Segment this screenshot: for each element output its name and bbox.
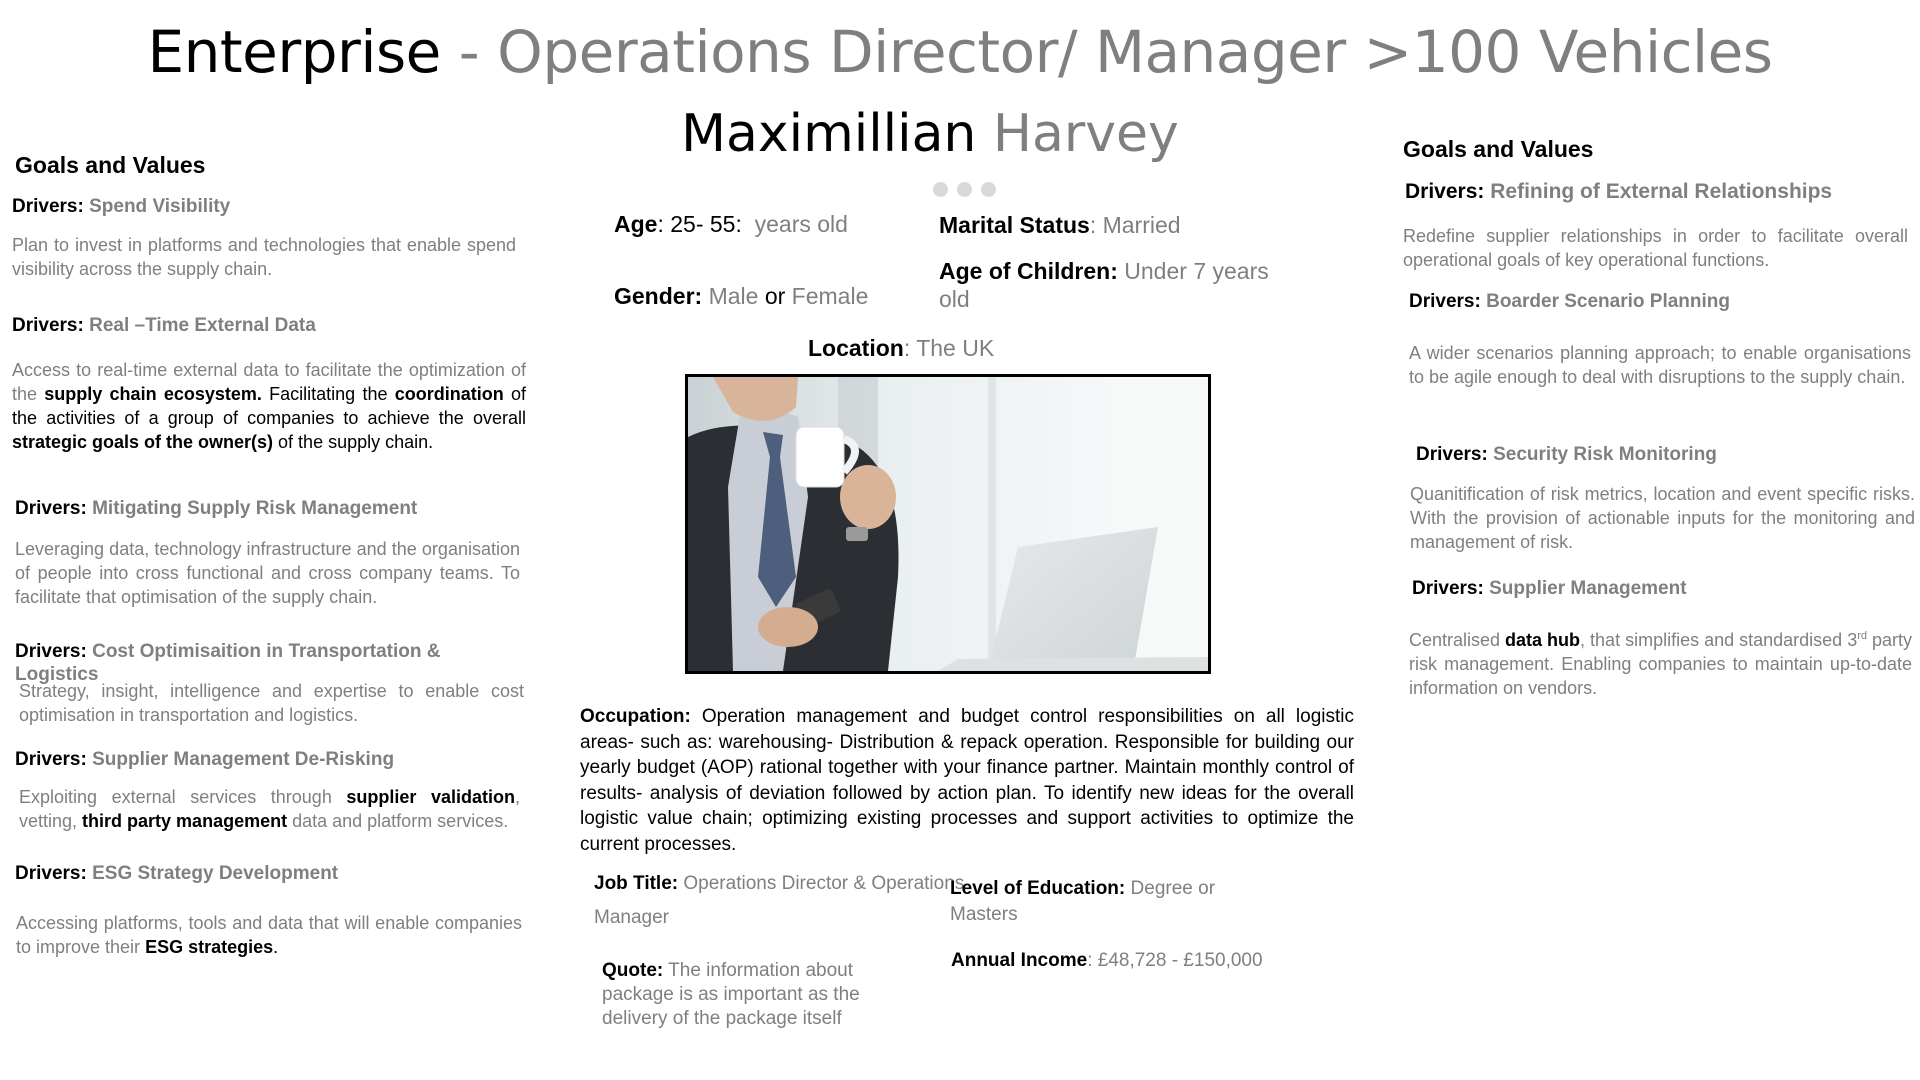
desc-text: Centralised [1409, 630, 1506, 650]
desc-text: , vetting, [19, 787, 520, 831]
businessman-photo [685, 374, 1211, 674]
gender-field [614, 283, 868, 310]
occupation-value: Operation management and budget control responsibilities on all logistic areas- such as: warehousing- Distribution & repack operation. Responsible for building our yearly budget (AOP) rational together with your finance partner. Maintain monthly control of results- analysis of deviation followed by action plan. To identify new ideas for the overall logistic value chain; optimizing existing processes and support activities to optimize the current processes. [580, 706, 1354, 855]
desc-text: Exploiting external services through [19, 787, 347, 807]
left-heading: Goals and Values [15, 152, 206, 178]
right-driver-security-risk [1416, 444, 1717, 466]
driver-key: Drivers: [15, 863, 87, 884]
annual-income-field [951, 948, 1263, 974]
children-age-field [939, 257, 1279, 313]
children-key: Age of Children: [939, 258, 1118, 284]
education-field [950, 876, 1250, 928]
right-desc-external-relationships: Redefine supplier relationships in order to facilitate overall operational goals of key operational functions. [1403, 226, 1908, 270]
left-desc-spend-visibility: Plan to invest in platforms and technologies that enable spend visibility across the supply chain. [12, 235, 516, 279]
children-value: Under 7 years old [939, 258, 1269, 312]
driver-value: Supplier Management [1489, 578, 1687, 599]
quote-value: The information about package is as important as the delivery of the package itself [602, 960, 860, 1029]
desc-text: Access to real-time external data to facilitate the optimization of the [12, 360, 526, 404]
driver-key: Drivers: [1405, 180, 1485, 203]
income-value: : £48,728 - £150,000 [1087, 950, 1263, 971]
right-driver-supplier-management [1412, 578, 1687, 600]
right-driver-scenario-planning [1409, 291, 1730, 313]
title-brand: Enterprise [147, 18, 441, 86]
driver-key: Drivers: [1409, 291, 1481, 312]
location-value: : The UK [903, 335, 995, 361]
desc-emphasis: third party management [82, 811, 288, 831]
driver-key: Drivers: [15, 498, 87, 519]
persona-last-name: Harvey [992, 104, 1179, 164]
job-title-field [594, 867, 994, 935]
quote-key: Quote: [602, 960, 664, 981]
dot-icon [957, 182, 972, 197]
education-value: Degree or Masters [950, 878, 1216, 925]
driver-key: Drivers: [15, 641, 87, 662]
right-heading: Goals and Values [1403, 136, 1594, 162]
job-title-value: Operations Director & Operations Manager [594, 873, 965, 928]
desc-emphasis: supplier validation [346, 787, 515, 807]
driver-value: Refining of External Relationships [1490, 180, 1833, 203]
desc-text: of the supply chain. [273, 432, 434, 452]
left-desc-cost-optimisation: Strategy, insight, intelligence and expertise to enable cost optimisation in transportation and logistics. [19, 681, 524, 725]
occupation-key: Occupation: [580, 706, 691, 727]
marital-status-field [939, 212, 1181, 239]
right-driver-external-relationships [1405, 180, 1832, 204]
age-key: Age [614, 211, 658, 237]
education-key: Level of Education: [950, 878, 1126, 899]
driver-value: Cost Optimisaition in Transportation & Logistics [15, 641, 441, 685]
desc-text: Facilitating the [261, 384, 395, 404]
desc-emphasis: strategic goals of the owner(s) [12, 432, 274, 452]
persona-name [650, 104, 1210, 164]
dot-icon [933, 182, 948, 197]
gender-female: Female [791, 283, 869, 309]
quote-field [602, 959, 894, 1031]
location-key: Location [808, 335, 904, 361]
driver-value: Spend Visibility [89, 196, 231, 217]
desc-emphasis: ESG strategies [145, 937, 274, 957]
page-title [0, 18, 1920, 86]
left-driver-de-risking [15, 749, 394, 771]
driver-key: Drivers: [15, 749, 87, 770]
desc-superscript: rd [1857, 630, 1867, 642]
driver-value: Security Risk Monitoring [1493, 444, 1717, 465]
desc-emphasis: coordination [394, 384, 504, 404]
left-driver-spend-visibility [12, 196, 230, 218]
driver-value: ESG Strategy Development [92, 863, 339, 884]
income-key: Annual Income [951, 950, 1088, 971]
job-title-key: Job Title: [594, 873, 679, 894]
desc-emphasis: data hub [1505, 630, 1581, 650]
left-driver-esg [15, 863, 338, 885]
desc-text: Accessing platforms, tools and data that will enable companies to improve their [16, 913, 522, 957]
gender-or: or [764, 283, 786, 309]
title-role: - Operations Director/ Manager >100 Vehicles [440, 18, 1773, 86]
driver-value: Real –Time External Data [89, 315, 316, 336]
location-field [808, 335, 994, 362]
left-desc-de-risking [19, 785, 520, 833]
occupation-paragraph [580, 704, 1354, 857]
desc-text: of the activities of a group of companies to achieve the overall [12, 384, 527, 428]
marital-value: : Married [1089, 212, 1181, 238]
left-driver-real-time-data [12, 315, 316, 337]
persona-first-name: Maximillian [681, 104, 977, 164]
driver-key: Drivers: [12, 196, 84, 217]
gender-male: Male [708, 283, 759, 309]
left-desc-esg [16, 911, 522, 959]
desc-emphasis: supply chain ecosystem. [44, 384, 262, 404]
right-desc-supplier-management [1409, 624, 1912, 700]
left-driver-supply-risk [15, 498, 417, 520]
carousel-dots [933, 182, 996, 197]
age-unit: years old [754, 211, 848, 237]
right-desc-security-risk: Quanitification of risk metrics, location and event specific risks. With the provision of actionable inputs for the monitoring and management of risk. [1410, 484, 1915, 552]
desc-text: party risk management. Enabling companies to maintain up-to-date information on vendors. [1409, 630, 1913, 698]
desc-text: , that simplifies and standardised 3 [1580, 630, 1858, 650]
driver-key: Drivers: [12, 315, 84, 336]
driver-value: Mitigating Supply Risk Management [92, 498, 418, 519]
desc-text: . [273, 937, 279, 957]
marital-key: Marital Status [939, 212, 1090, 238]
photo-illustration [688, 377, 1208, 671]
age-range: 25- 55: [670, 211, 742, 237]
gender-key: Gender: [614, 283, 703, 309]
dot-icon [981, 182, 996, 197]
right-desc-scenario-planning: A wider scenarios planning approach; to enable organisations to be agile enough to deal with disruptions to the supply chain. [1409, 343, 1911, 387]
driver-key: Drivers: [1412, 578, 1484, 599]
desc-text: data and platform services. [287, 811, 509, 831]
driver-value: Supplier Management De-Risking [92, 749, 395, 770]
age-sep: : [657, 211, 671, 237]
driver-key: Drivers: [1416, 444, 1488, 465]
left-desc-supply-risk: Leveraging data, technology infrastructure and the organisation of people into cross functional and cross company teams. To facilitate that optimisation of the supply chain. [15, 539, 520, 607]
left-desc-real-time-data [12, 358, 526, 454]
driver-value: Boarder Scenario Planning [1486, 291, 1731, 312]
age-field [614, 211, 848, 238]
